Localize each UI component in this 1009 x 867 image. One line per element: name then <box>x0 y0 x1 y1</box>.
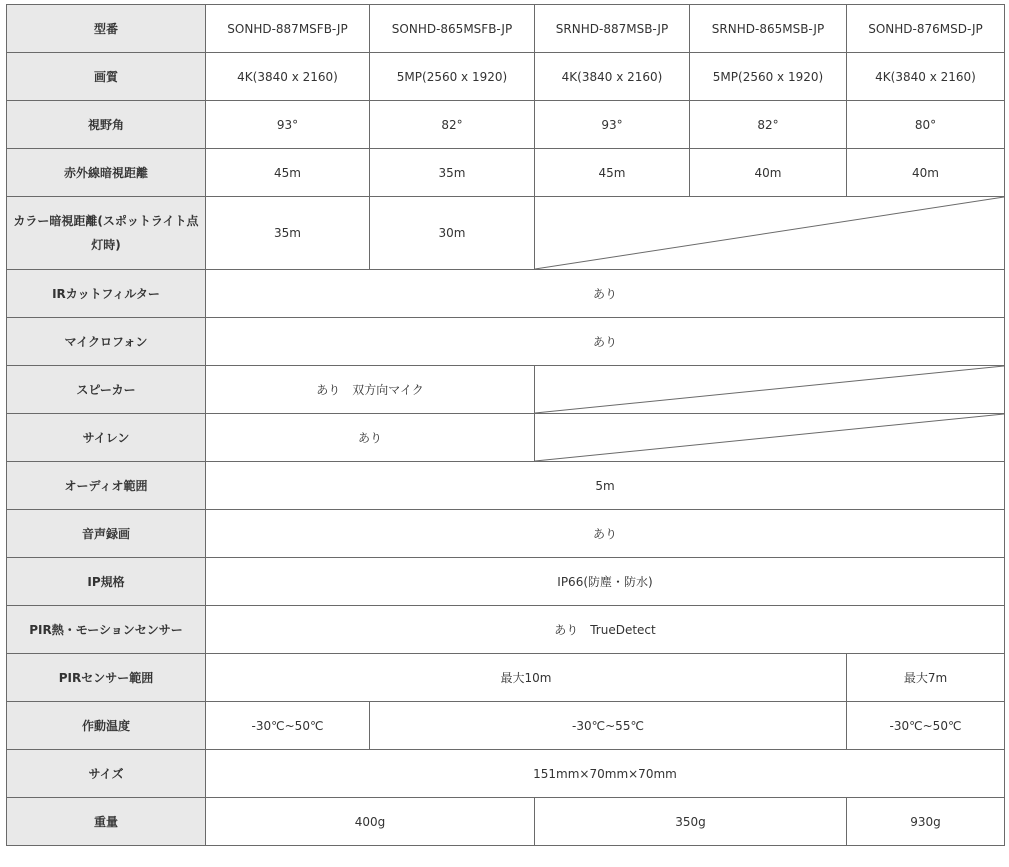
color-night-cell: 30m <box>370 197 535 270</box>
header-weight: 重量 <box>7 798 206 846</box>
speaker-cell: あり 双方向マイク <box>206 366 535 414</box>
color-night-cell: 35m <box>206 197 370 270</box>
not-applicable-cell <box>535 197 1005 270</box>
weight-cell: 350g <box>535 798 847 846</box>
header-model: 型番 <box>7 5 206 53</box>
header-pir: PIR熱・モーションセンサー <box>7 606 206 654</box>
header-ip: IP規格 <box>7 558 206 606</box>
header-audio-rec: 音声録画 <box>7 510 206 558</box>
fov-cell: 93° <box>206 101 370 149</box>
ir-night-cell: 40m <box>690 149 847 197</box>
row-ip <box>7 558 1005 606</box>
row-pir <box>7 606 1005 654</box>
row-model <box>7 5 1005 53</box>
row-ir-cut <box>7 270 1005 318</box>
pir-cell: あり TrueDetect <box>206 606 1005 654</box>
audio-range-cell: 5m <box>206 462 1005 510</box>
ir-night-cell: 45m <box>535 149 690 197</box>
row-temp <box>7 702 1005 750</box>
temp-cell: -30℃~55℃ <box>370 702 847 750</box>
spec-table <box>6 4 1005 846</box>
pir-range-cell: 最大10m <box>206 654 847 702</box>
fov-cell: 80° <box>847 101 1005 149</box>
header-color-night: カラー暗視距離(スポットライト点灯時) <box>7 197 206 270</box>
row-color-night <box>7 197 1005 270</box>
row-resolution <box>7 53 1005 101</box>
resolution-cell: 5MP(2560 x 1920) <box>690 53 847 101</box>
ir-night-cell: 40m <box>847 149 1005 197</box>
header-size: サイズ <box>7 750 206 798</box>
mic-cell: あり <box>206 318 1005 366</box>
diagonal-line <box>535 197 1004 269</box>
row-size <box>7 750 1005 798</box>
row-weight <box>7 798 1005 846</box>
row-siren <box>7 414 1005 462</box>
ir-night-cell: 35m <box>370 149 535 197</box>
header-audio-range: オーディオ範囲 <box>7 462 206 510</box>
ip-cell: IP66(防塵・防水) <box>206 558 1005 606</box>
temp-cell: -30℃~50℃ <box>206 702 370 750</box>
row-speaker <box>7 366 1005 414</box>
not-applicable-cell <box>535 414 1005 462</box>
header-resolution: 画質 <box>7 53 206 101</box>
ir-cut-cell: あり <box>206 270 1005 318</box>
row-pir-range <box>7 654 1005 702</box>
header-mic: マイクロフォン <box>7 318 206 366</box>
row-audio-range <box>7 462 1005 510</box>
not-applicable-cell <box>535 366 1005 414</box>
diagonal-line <box>535 414 1004 461</box>
row-ir-night <box>7 149 1005 197</box>
resolution-cell: 4K(3840 x 2160) <box>206 53 370 101</box>
pir-range-cell: 最大7m <box>847 654 1005 702</box>
weight-cell: 930g <box>847 798 1005 846</box>
header-siren: サイレン <box>7 414 206 462</box>
diagonal-line <box>535 366 1004 413</box>
siren-cell: あり <box>206 414 535 462</box>
header-ir-cut: IRカットフィルター <box>7 270 206 318</box>
resolution-cell: 4K(3840 x 2160) <box>847 53 1005 101</box>
model-cell: SONHD-887MSFB-JP <box>206 5 370 53</box>
model-cell: SONHD-876MSD-JP <box>847 5 1005 53</box>
header-temp: 作動温度 <box>7 702 206 750</box>
header-speaker: スピーカー <box>7 366 206 414</box>
row-mic <box>7 318 1005 366</box>
header-fov: 視野角 <box>7 101 206 149</box>
row-fov <box>7 101 1005 149</box>
model-cell: SRNHD-887MSB-JP <box>535 5 690 53</box>
model-cell: SRNHD-865MSB-JP <box>690 5 847 53</box>
fov-cell: 82° <box>370 101 535 149</box>
resolution-cell: 5MP(2560 x 1920) <box>370 53 535 101</box>
temp-cell: -30℃~50℃ <box>847 702 1005 750</box>
model-cell: SONHD-865MSFB-JP <box>370 5 535 53</box>
fov-cell: 93° <box>535 101 690 149</box>
row-audio-rec <box>7 510 1005 558</box>
header-pir-range: PIRセンサー範囲 <box>7 654 206 702</box>
header-ir-night: 赤外線暗視距離 <box>7 149 206 197</box>
fov-cell: 82° <box>690 101 847 149</box>
audio-rec-cell: あり <box>206 510 1005 558</box>
resolution-cell: 4K(3840 x 2160) <box>535 53 690 101</box>
weight-cell: 400g <box>206 798 535 846</box>
size-cell: 151mm×70mm×70mm <box>206 750 1005 798</box>
ir-night-cell: 45m <box>206 149 370 197</box>
